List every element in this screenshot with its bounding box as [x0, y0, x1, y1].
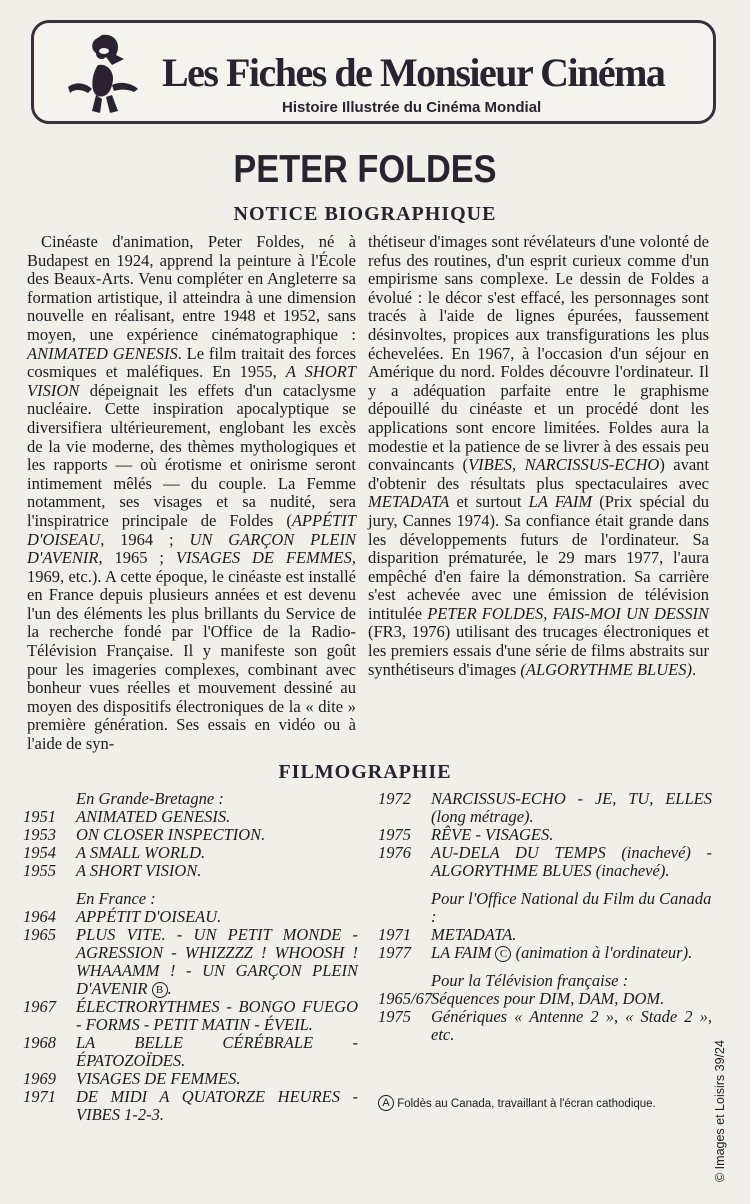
filmography-title: ÉLECTRORYTHMES - BONGO FUEGO - FORMS - PETIT MATIN - ÉVEIL. [76, 997, 358, 1034]
bio-right-run: (Prix spécial du jury, Cannes 1974). Sa confiance était grande dans les développements futurs de l'ordinateur. Sa disparition prématurée, le 29 mars 1977, l'aura empêché d'en faire la démonstration. Sa carrière s'est achevée avec une émission de télévision intitulée [368, 492, 709, 623]
filmography-title: LA BELLE CÉRÉBRALE - ÉPATOZOÏDES. [76, 1033, 358, 1070]
series-title: Les Fiches de Monsieur Cinéma [162, 50, 665, 95]
filmography-year: 1953 [23, 825, 56, 844]
filmography-year: 1972 [378, 789, 411, 808]
bio-left-run: Cinéaste d'animation, Peter Foldes, né à Budapest en 1924, apprend la peinture à l'École des Beaux-Arts. Venu compléter en Angleterre sa formation artistique, il atteindra à une dimension nouvelle en réalisant, entre 1948 et 1952, sans moyen, une expérience cinématographique : [27, 232, 356, 344]
filmography-entry [23, 808, 358, 826]
filmography-heading: FILMOGRAPHIE [278, 761, 452, 783]
filmography-left-column [23, 790, 358, 1124]
bio-paragraph-right [368, 233, 709, 679]
filmography-entry [23, 1088, 358, 1124]
filmography-title: PLUS VITE. - UN PETIT MONDE - AGRESSION - WHIZZZZ ! WHOOSH ! WHAAAMM ! - UN GARÇON PLEIN D'AVENIR B . [76, 925, 358, 998]
filmography-year: 1964 [23, 907, 56, 926]
bio-right-run: METADATA [368, 492, 450, 512]
footnote-text: Foldès au Canada, travaillant à l'écran cathodique. [397, 1098, 656, 1110]
bio-paragraph-left [27, 233, 356, 754]
filmography-title: LA FAIM C (animation à l'ordinateur). [431, 943, 693, 962]
filmography-entry [378, 826, 712, 844]
filmography-title: METADATA. [431, 925, 517, 944]
bio-right-run: ) avant d'obtenir des résultats plus spectaculaires avec [368, 455, 709, 493]
filmography-entry [23, 862, 358, 880]
filmography-entry [23, 1070, 358, 1088]
bio-right-run: PETER FOLDES, FAIS-MOI UN DESSIN [427, 603, 709, 623]
filmography-entry [23, 1034, 358, 1070]
bio-left-run: APPÉTIT D'OISEAU [27, 510, 356, 549]
filmography-title: ON CLOSER INSPECTION. [76, 825, 266, 844]
bio-right-run: thétiseur d'images sont révélateurs d'une volonté de refus des routines, d'un esprit curieux comme d'un empirisme sans complexe. Le dessin de Foldes a évolué : le décor s'est effacé, les personnages sont tracés à l'aide de lignes épurées, faussement désinvoltes, propices aux transfigurations les plus échevelées. En 1967, à l'occasion d'un séjour en Amérique du nord. Foldes découvre l'ordinateur. Il y a adéquation parfaite entre le graphisme dépouillé du cinéaste et un procédé dont les applications sont encore limitées. Foldes aura la modestie et la patience de se livrer à des essais peu convaincants ( [368, 232, 709, 475]
filmography-year: 1975 [378, 1007, 411, 1026]
monsieur-cinema-logo-icon [62, 29, 142, 119]
filmography-year: 1954 [23, 843, 56, 862]
filmography-entry [378, 990, 712, 1008]
bio-left-run: , 1964 ; [100, 529, 190, 549]
bio-left-run: ANIMATED GENESIS [27, 343, 178, 363]
footnote-reference-mark: B [152, 982, 168, 998]
bio-left-run: . Le film traitait des forces cosmiques et maléfiques. En 1955, [27, 343, 356, 382]
filmography-year: 1965/67 [378, 989, 433, 1008]
filmography-year: 1976 [378, 843, 411, 862]
filmography-year: 1967 [23, 997, 56, 1016]
bio-right-run: (FR3, 1976) utilisant des trucages électroniques et les premiers essais d'une série de films abstraits sur synthétiseurs d'images [368, 622, 709, 679]
filmography-title: AU-DELA DU TEMPS (inachevé) - ALGORYTHME BLUES (inachevé). [431, 843, 712, 880]
bio-left-run: A SHORT VISION [27, 362, 356, 400]
filmography-title: DE MIDI A QUATORZE HEURES - VIBES 1-2-3. [76, 1087, 358, 1124]
filmography-year: 1968 [23, 1033, 56, 1052]
bio-heading: NOTICE BIOGRAPHIQUE [233, 203, 497, 225]
filmography-title: Génériques « Antenne 2 », « Stade 2 », etc. [431, 1007, 712, 1044]
filmography-entry [23, 826, 358, 844]
bio-right-run: VIBES, NARCISSUS-ECHO [468, 455, 660, 475]
bio-left-run: dépeignait les effets d'un cataclysme nucléaire. Cette inspiration apocalyptique se diversifiera ultérieurement, englobant les excès de la vie moderne, des thèmes mythologiques et les rapports — où érotisme et onirisme seront intimement mêlés — du couple. La Femme notamment, ses visages et sa nudité, sera l'inspiratrice principale de Foldes ( [27, 380, 356, 530]
filmography-year: 1969 [23, 1069, 56, 1088]
filmography-group-heading: Pour la Télévision française : [431, 971, 629, 990]
filmography-year: 1971 [378, 925, 411, 944]
filmography-entry [378, 1008, 712, 1044]
bio-left-run: , 1965 ; [98, 548, 176, 568]
filmography-entry [23, 998, 358, 1034]
filmography-title: RÊVE - VISAGES. [431, 825, 554, 844]
bio-text-left-column [27, 233, 356, 754]
footnote-reference-mark: C [495, 946, 511, 962]
filmography-entry [23, 908, 358, 926]
bio-left-run: UN GARÇON PLEIN D'AVENIR [27, 529, 356, 568]
filmography-year: 1951 [23, 807, 56, 826]
filmography-title: ANIMATED GENESIS. [76, 807, 231, 826]
filmography-title: VISAGES DE FEMMES. [76, 1069, 241, 1088]
series-header [31, 20, 716, 124]
bio-text-right-column [368, 233, 709, 679]
filmography-entry [23, 844, 358, 862]
bio-left-run: , 1969, etc.). A cette époque, le cinéaste est installé en France depuis plusieurs années et est devenu l'un des éléments les plus brillants du Service de la recherche fondé par l'Office de la Radio-Télévision Française. Il y manifeste son goût pour les imageries complexes, combinant avec bonheur vues réelles et mouvement dessiné au moyen des dispositifs électroniques de la « dite » première génération. Ses essais en vidéo ou à l'aide de syn- [27, 548, 356, 754]
filmography-entry [378, 926, 712, 944]
filmography-group-heading: En France : [76, 889, 156, 908]
bio-left-run: VISAGES DE FEMMES [175, 548, 352, 568]
filmography-right-column [378, 790, 712, 1044]
bio-right-run: . [691, 659, 697, 679]
filmography-year: 1971 [23, 1087, 56, 1106]
filmography-year: 1975 [378, 825, 411, 844]
filmography-entry [23, 926, 358, 998]
bio-right-run: et surtout [449, 492, 529, 512]
filmography-year: 1965 [23, 925, 56, 944]
filmography-entry [378, 944, 712, 962]
filmography-group-heading: En Grande-Bretagne : [76, 789, 224, 808]
filmography-title: A SHORT VISION. [76, 861, 202, 880]
filmography-year: 1955 [23, 861, 56, 880]
filmography-year: 1977 [378, 943, 411, 962]
footnote [378, 1095, 708, 1111]
bio-right-run: (ALGORYTHME BLUES) [520, 659, 692, 679]
filmography-title: Séquences pour DIM, DAM, DOM. [431, 989, 665, 1008]
filmography-title: NARCISSUS-ECHO - JE, TU, ELLES (long métrage). [431, 789, 712, 826]
filmography-entry [378, 790, 712, 826]
bio-right-run: LA FAIM [528, 492, 593, 512]
filmography-title: APPÉTIT D'OISEAU. [76, 907, 222, 926]
series-subtitle: Histoire Illustrée du Cinéma Mondial [282, 99, 542, 116]
copyright-notice: © Images et Loisirs 39/24 [713, 1040, 727, 1182]
filmography-entry [378, 844, 712, 880]
group-spacer [23, 880, 358, 890]
filmography-title: A SMALL WORLD. [76, 843, 206, 862]
page-title: PETER FOLDES [233, 148, 497, 191]
footnote-mark: A [378, 1095, 394, 1111]
filmography-group-heading: Pour l'Office National du Film du Canada : [431, 889, 712, 926]
